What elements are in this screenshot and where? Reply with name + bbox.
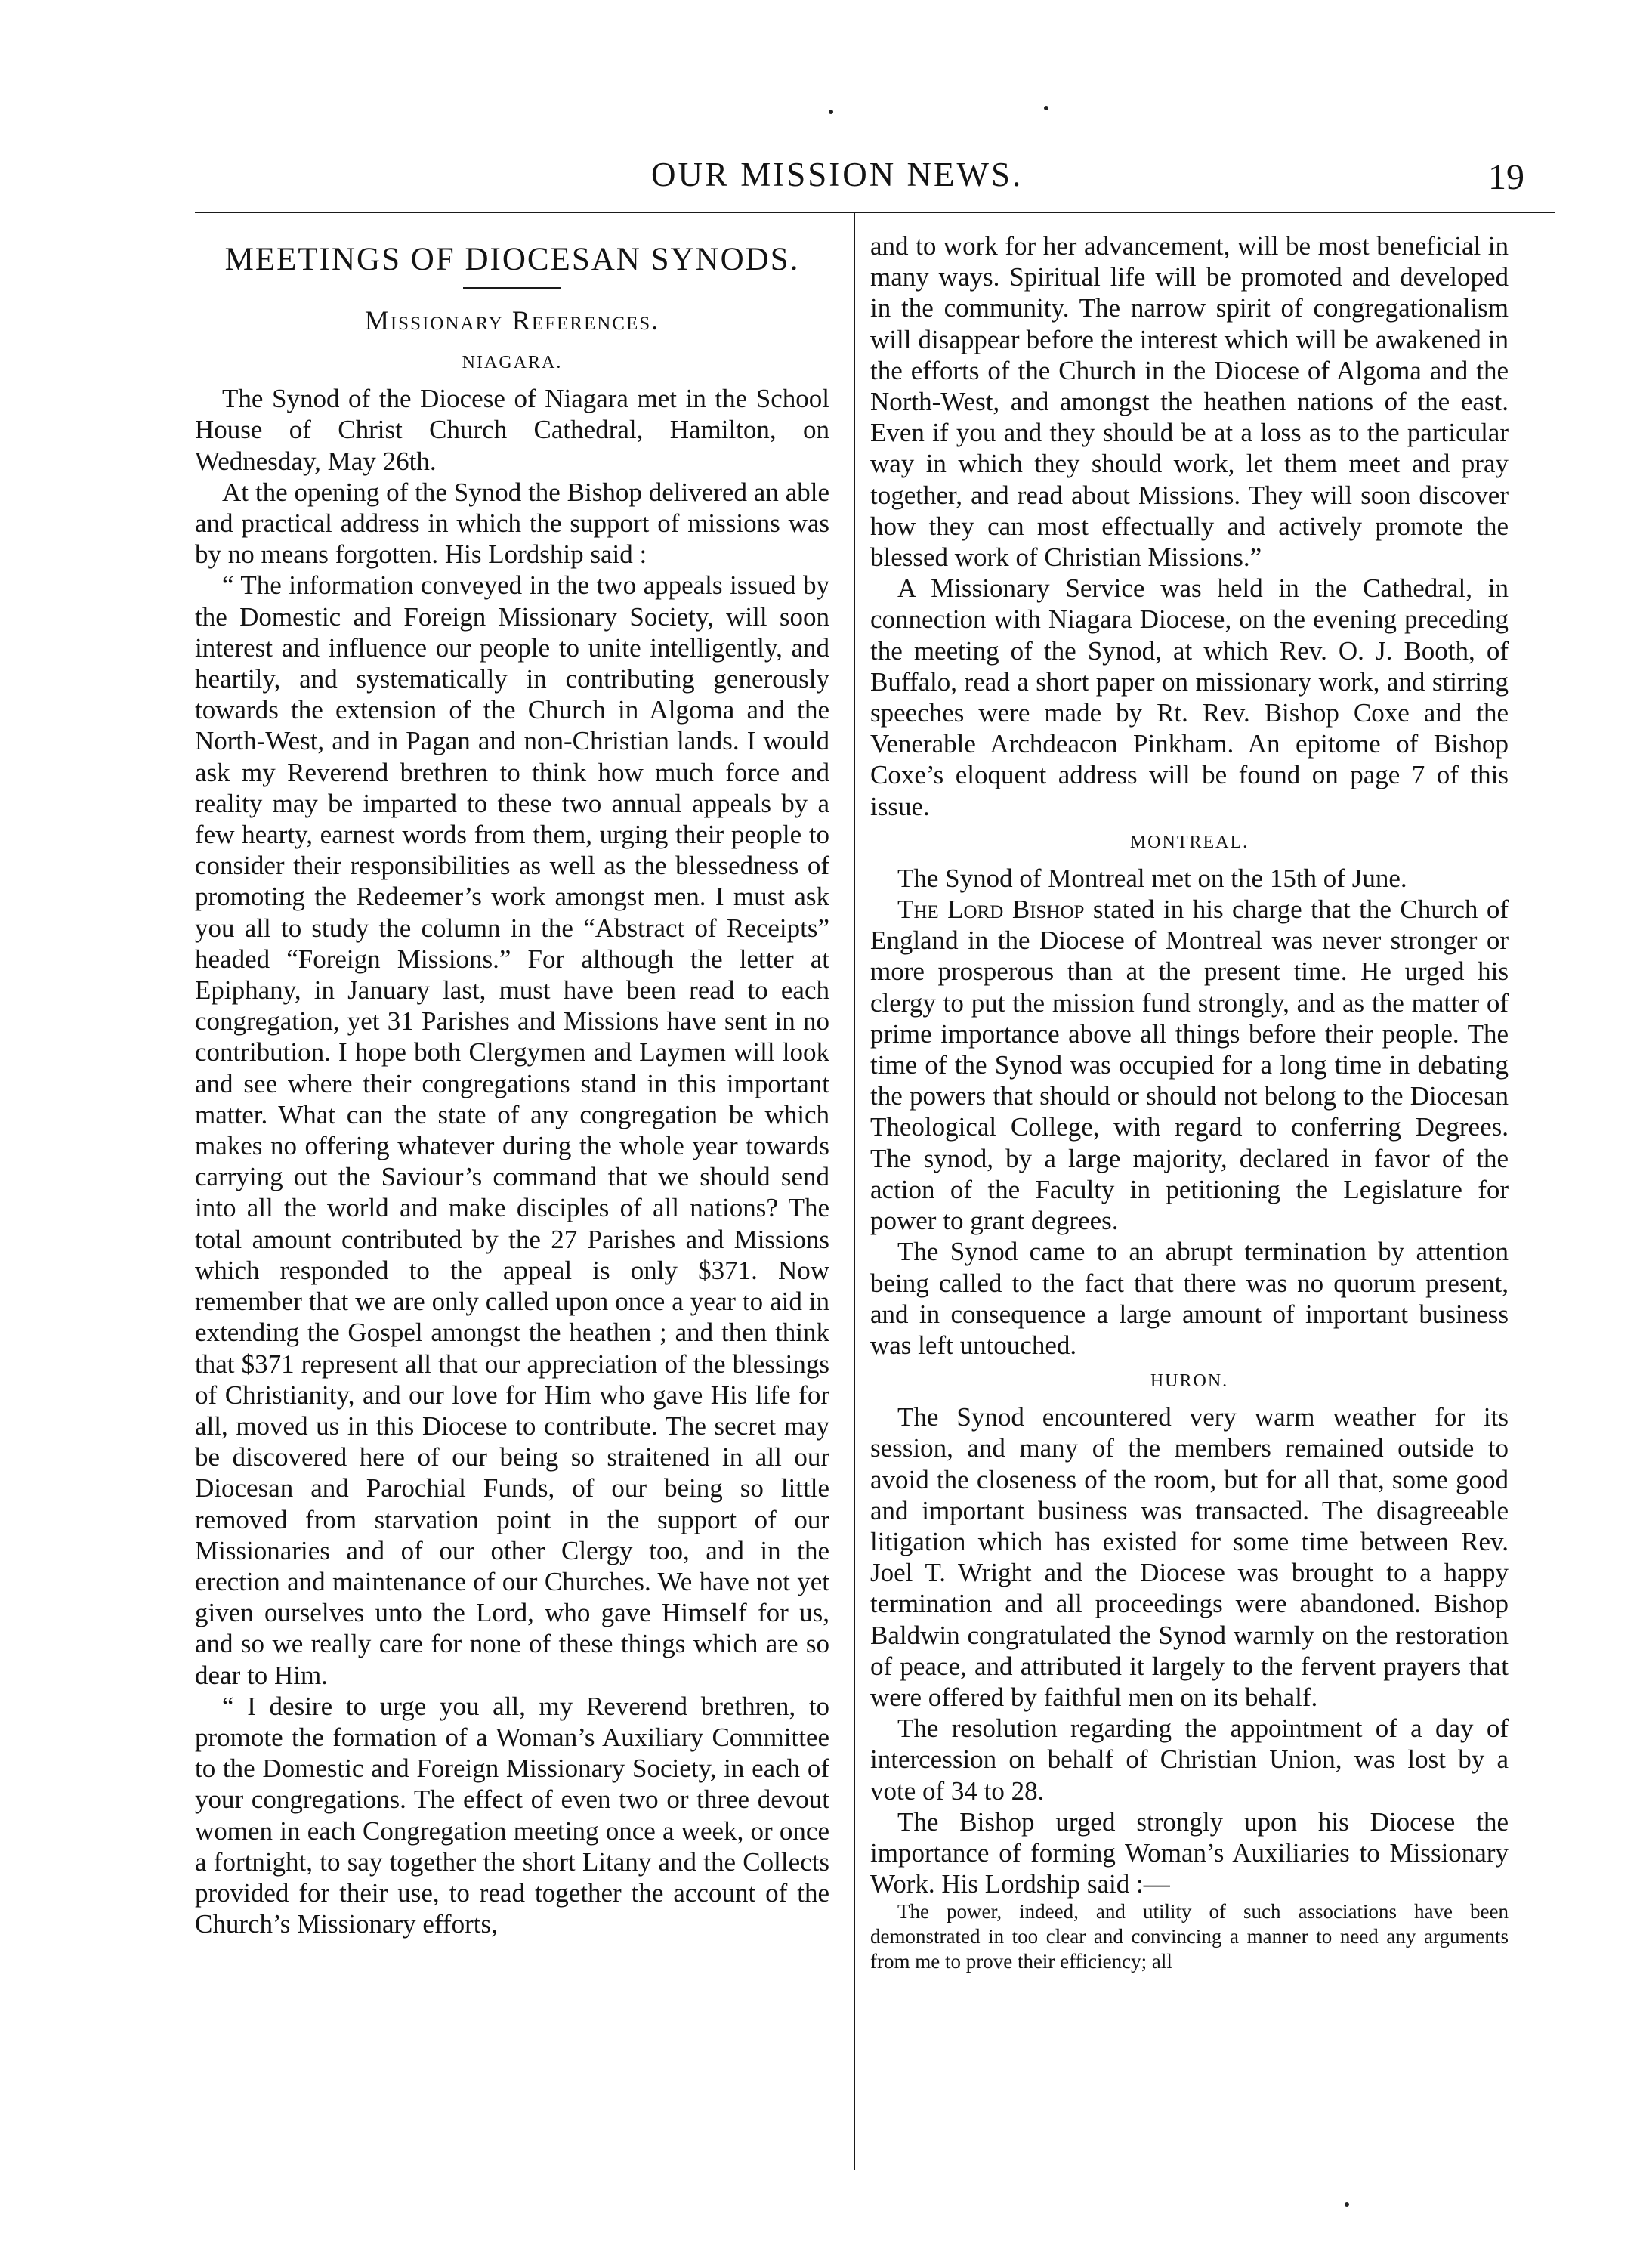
page-number: 19 — [1488, 157, 1524, 197]
article-title: MEETINGS OF DIOCESAN SYNODS. — [224, 242, 800, 277]
paragraph-text: stated in his charge that the Church of England in the Diocese of Montreal was never stronger or more prosperous than at the present time. He urged his clergy to put the mission fund strongly, and as the matter of prime importance above all things before their people. The time of the Synod was occupied for a long time in debating the powers that should or should not belong to the Diocesan Theological College, with regard to conferring Degrees. The synod, by a large majority, declared in favor of the action of the Faculty in petitioning the Legislature for power to grant degrees. — [870, 895, 1509, 1236]
print-speck — [1044, 106, 1048, 110]
paragraph: The Synod came to an abrupt termination by attention being called to the fact that there was no quorum present, and in consequence a large amount of important business was left untouched. — [870, 1237, 1509, 1360]
section-heading-huron: HURON. — [1150, 1371, 1229, 1392]
paragraph: The Bishop urged strongly upon his Diocese the importance of forming Woman’s Auxiliaries to Missionary Work. His Lordship said :— — [870, 1806, 1509, 1899]
running-head — [0, 155, 1643, 200]
title-rule — [463, 287, 561, 289]
paragraph — [870, 894, 1509, 1236]
left-column — [195, 233, 829, 1939]
paragraph: “ The information conveyed in the two appeals issued by the Domestic and Foreign Missionary Society, will soon interest and influence our people to unite intelligently, and heartily, and systematically in contributing generously towards the extension of the Church in Algoma and the North-West, and in Pagan and non-Christian lands. I would ask my Reverend brethren to think how much force and reality may be imparted to these two annual appeals by a few hearty, earnest words from them, urging their people to consider their responsibilities as well as the blessedness of promoting the Redeemer’s work amongst men. I must ask you all to study the column in the “Abstract of Receipts” headed “Foreign Missions.” For although the letter at Epiphany, in January last, must have been read to each congregation, yet 31 Parishes and Missions have sent in no contribution. I hope both Clergymen and Laymen will look and see where their congregations stand in this important matter. What can the state of any congregation be which makes no offering whatever during the whole year towards carrying out the Saviour’s command that we should send into all the world and make disciples of all nations? The total amount contributed by the 27 Parishes and Missions which responded to the appeal is only $371. Now remember that we are only called upon once a year to aid in extending the Gospel amongst the heathen ; and then think that $371 represent all that our appreciation of the blessings of Christianity, and our love for Him who gave His life for all, moved us in this Diocese to contribute. The secret may be discovered here of our being so straitened in all our Diocesan and Parochial Funds, of our being so little removed from starvation point in the support of our Missionaries and of our other Clergy too, and in the erection and maintenance of our Churches. We have not yet given ourselves unto the Lord, who gave Himself for us, and so we really care for none of these things which are so dear to Him. — [195, 570, 829, 1690]
article-subtitle: Missionary References. — [364, 305, 660, 335]
section-heading-montreal: MONTREAL. — [1129, 832, 1249, 852]
paragraph: The Synod of the Diocese of Niagara met in the School House of Christ Church Cathedral, Hamilton, on Wednesday, May 26th. — [195, 384, 829, 476]
paragraph: “ I desire to urge you all, my Reverend brethren, to promote the formation of a Woman’s Auxiliary Committee to the Domestic and Foreign Missionary Society, in each of your congregations. The effect of even two or three devout women in each Congregation meeting once a week, or once a fortnight, to say together the short Litany and the Collects provided for their use, to read together the account of the Church’s Missionary efforts, — [195, 1691, 829, 1939]
column-rule — [854, 213, 855, 2170]
quoted-passage: The power, indeed, and utility of such associations have been demonstrated in too clear and convincing a manner to need any arguments from me to prove their efficiency; all — [870, 1900, 1509, 1973]
print-speck — [829, 110, 833, 114]
lead-in: The Lord Bishop — [897, 895, 1085, 925]
header-rule — [195, 212, 1555, 213]
paragraph: The Synod encountered very warm weather for its session, and many of the members remained outside to avoid the closeness of the room, but for all that, some good and important business was transacted. The disagreeable litigation which has existed for some time between Rev. Joel T. Wright and the Diocese was brought to a happy termination and all proceedings were abandoned. Bishop Baldwin congratulated the Synod warmly on the restoration of peace, and attributed it largely to the fervent prayers that were offered by faithful men on its behalf. — [870, 1402, 1509, 1712]
paragraph: and to work for her advancement, will be most beneficial in many ways. Spiritual life will be promoted and developed in the community. The narrow spirit of congregationalism will disappear before the interest which will be awakened in the efforts of the Church in the Diocese of Algoma and the North-West, and amongst the heathen nations of the east. Even if you and they should be at a loss as to the particular way in which they should work, let them meet and pray together, and read about Missions. They will soon discover how they can most effectually and actively promote the blessed work of Christian Missions.” — [870, 231, 1509, 573]
paragraph: The resolution regarding the appointment of a day of intercession on behalf of Christian Union, was lost by a vote of 34 to 28. — [870, 1713, 1509, 1806]
paragraph: The Synod of Montreal met on the 15th of June. — [897, 863, 1407, 893]
paragraph: At the opening of the Synod the Bishop delivered an able and practical address in which the support of missions was by no means forgotten. His Lordship said : — [195, 477, 829, 570]
right-column — [870, 230, 1509, 1974]
paragraph: A Missionary Service was held in the Cathedral, in connection with Niagara Diocese, on the evening preceding the meeting of the Synod, at which Rev. O. J. Booth, of Buffalo, read a short paper on missionary work, and stirring speeches were made by Rt. Rev. Bishop Coxe and the Venerable Archdeacon Pinkham. An epitome of Bishop Coxe’s eloquent address will be found on page 7 of this issue. — [870, 573, 1509, 821]
print-speck — [1345, 2202, 1349, 2207]
section-heading-niagara: NIAGARA. — [462, 353, 563, 373]
running-title: OUR MISSION NEWS. — [651, 156, 1024, 193]
